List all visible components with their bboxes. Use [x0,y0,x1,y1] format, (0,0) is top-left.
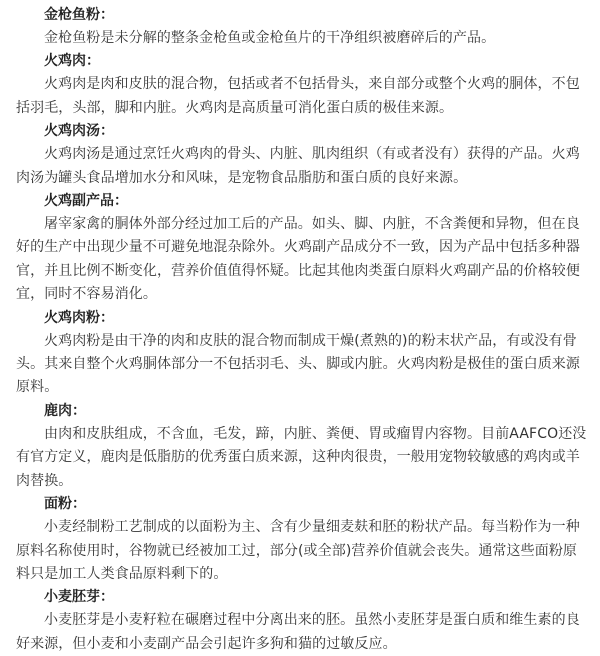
term-description: 小麦经制粉工艺制成的以面粉为主、含有少量细麦麸和胚的粉状产品。每当粉作为一种原料名称使用时，谷物就已经被加工过，部分(或全部)营养价值就会丧失。通常这些面粉原料只是加工人类食品原料剩下的。 [16,519,580,582]
term-heading: 金枪鱼粉： [44,7,114,23]
term-heading: 火鸡副产品： [44,193,128,210]
entry-venison [16,400,590,493]
entry-turkey-byproducts [16,190,590,307]
term-heading: 鹿肉： [44,402,86,419]
term-description: 火鸡肉是肉和皮肤的混合物，包括或者不包括骨头，来自部分或整个火鸡的胴体，不包括羽毛，头部，脚和内脏。火鸡肉是高质量可消化蛋白质的极佳来源。 [16,76,580,116]
entry-tuna-meal [16,4,590,50]
term-description: 金枪鱼粉是未分解的整条金枪鱼或金枪鱼片的干净组织被磨碎后的产品。 [44,30,496,46]
entry-flour [16,493,590,586]
entry-turkey [16,50,590,120]
entry-turkey-meal [16,307,590,400]
term-heading: 火鸡肉粉： [44,309,114,326]
term-heading: 面粉： [44,496,86,513]
term-heading: 小麦胚芽： [44,589,114,606]
term-heading: 火鸡肉汤： [44,123,114,140]
term-description: 由肉和皮肤组成，不含血，毛发，蹄，内脏、粪便、胃或瘤胃内容物。目前AAFCO还没有官方定义，鹿肉是低脂肪的优秀蛋白质来源，这种肉很贵，一般用宠物较敏感的鸡肉或羊肉替换。 [16,425,587,489]
entry-turkey-broth [16,120,590,190]
entry-wheat-germ [16,586,590,656]
term-description: 屠宰家禽的胴体外部分经过加工后的产品。如头、脚、内脏，不含粪便和异物，但在良好的生产中出现少量不可避免地混杂除外。火鸡副产品成分不一致，因为产品中包括多种器官，并且比例不断变化，营养价值值得怀疑。比起其他肉类蛋白原料火鸡副产品的价格较便宜，同时不容易消化。 [16,216,580,303]
term-description: 火鸡肉粉是由干净的肉和皮肤的混合物而制成干燥(煮熟的)的粉末状产品，有或没有骨头。其来自整个火鸡胴体部分一不包括羽毛、头、脚或内脏。火鸡肉粉是极佳的蛋白质来源原料。 [16,332,580,396]
term-description: 火鸡肉汤是通过烹饪火鸡肉的骨头、内脏、肌肉组织（有或者没有）获得的产品。火鸡肉汤为罐头食品增加水分和风味，是宠物食品脂肪和蛋白质的良好来源。 [16,146,580,186]
term-heading: 火鸡肉： [44,53,100,70]
term-description: 小麦胚芽是小麦籽粒在碾磨过程中分离出来的胚。虽然小麦胚芽是蛋白质和维生素的良好来源，但小麦和小麦副产品会引起许多狗和猫的过敏反应。 [16,612,580,652]
